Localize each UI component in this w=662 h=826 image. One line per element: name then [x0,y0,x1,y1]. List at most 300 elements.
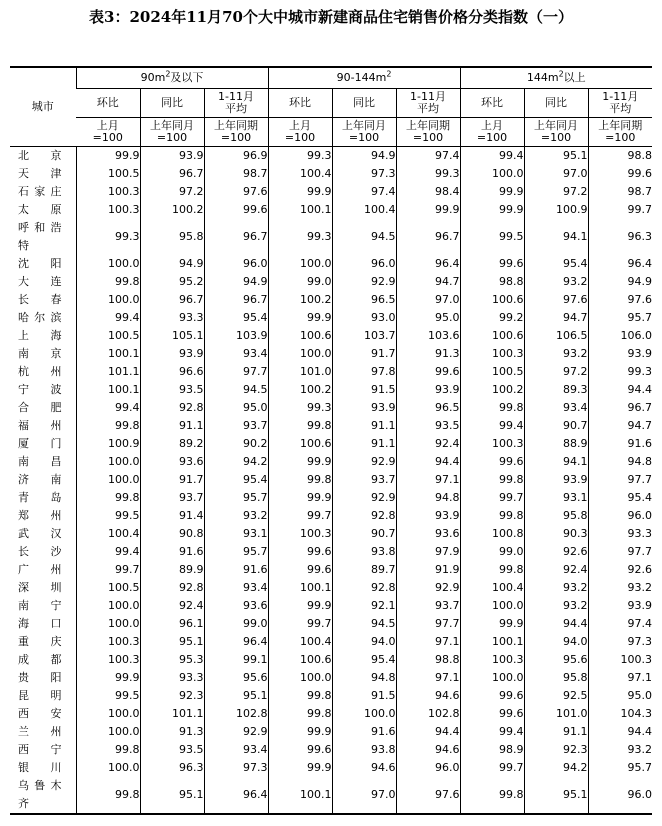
index-value: 95.6 [204,669,268,687]
index-value: 93.5 [140,381,204,399]
index-value: 96.0 [204,255,268,273]
index-value: 100.1 [76,381,140,399]
index-value: 94.8 [588,453,652,471]
index-value: 99.6 [204,201,268,219]
sub-header-label: 环比 [481,96,504,109]
index-value: 92.9 [332,273,396,291]
index-value: 100.1 [268,201,332,219]
index-value: 98.8 [588,147,652,166]
index-value: 94.8 [332,669,396,687]
index-value: 92.6 [524,543,588,561]
index-value: 90.7 [332,525,396,543]
index-value: 95.4 [204,309,268,327]
city-name: 大连 [18,275,62,288]
city-name: 深圳 [18,581,62,594]
table-row [10,399,652,417]
index-value: 99.6 [460,705,524,723]
index-value: 96.4 [588,255,652,273]
index-value: 93.3 [140,309,204,327]
sub-header-label: 平均 [225,102,247,115]
index-value: 100.2 [268,291,332,309]
index-value: 95.4 [332,651,396,669]
index-value: 96.4 [396,255,460,273]
base-header-label: =100 [348,131,380,144]
city-name: 昆明 [18,689,62,702]
index-value: 103.9 [204,327,268,345]
table-row [10,273,652,291]
index-value: 99.4 [460,417,524,435]
index-value: 99.8 [460,777,524,814]
index-value: 99.5 [76,507,140,525]
index-value: 105.1 [140,327,204,345]
index-value: 97.4 [588,615,652,633]
index-value: 99.6 [396,363,460,381]
index-value: 99.8 [76,273,140,291]
index-value: 96.7 [588,399,652,417]
sub-header-label: 同比 [545,96,568,109]
index-value: 90.8 [140,525,204,543]
city-name: 杭州 [18,365,62,378]
index-value: 93.0 [332,309,396,327]
base-header-label: =100 [476,131,508,144]
index-value: 99.8 [460,507,524,525]
sub-header-label: 1-11月 [218,90,254,103]
index-value: 95.7 [204,489,268,507]
city-name: 西宁 [18,743,62,756]
base-header-label: 上月 [481,119,504,132]
index-value: 94.9 [140,255,204,273]
index-value: 94.4 [396,723,460,741]
index-value: 98.7 [588,183,652,201]
base-header-label: 上月 [289,119,312,132]
table-row [10,525,652,543]
table-row [10,759,652,777]
index-value: 100.3 [460,345,524,363]
table-row [10,201,652,219]
index-value: 100.1 [76,345,140,363]
index-value: 96.0 [396,759,460,777]
index-value: 98.8 [396,651,460,669]
index-value: 95.2 [140,273,204,291]
city-name: 福州 [18,419,62,432]
index-value: 100.0 [76,471,140,489]
index-value: 100.2 [140,201,204,219]
city-header: 城市 [10,67,76,147]
index-value: 101.0 [268,363,332,381]
index-value: 100.6 [460,291,524,309]
index-value: 97.3 [588,633,652,651]
index-value: 100.5 [76,327,140,345]
index-value: 100.3 [76,183,140,201]
index-value: 91.6 [332,723,396,741]
index-value: 100.2 [268,381,332,399]
index-value: 93.6 [396,525,460,543]
table-row [10,183,652,201]
index-value: 93.2 [204,507,268,525]
price-index-table [10,66,652,815]
index-value: 99.2 [460,309,524,327]
index-value: 91.1 [140,417,204,435]
index-value: 100.1 [460,633,524,651]
index-value: 96.0 [588,777,652,814]
index-value: 93.9 [588,597,652,615]
index-value: 99.7 [268,615,332,633]
index-value: 92.8 [332,579,396,597]
index-value: 99.9 [268,183,332,201]
index-value: 92.8 [140,579,204,597]
index-value: 99.3 [76,219,140,255]
index-value: 93.2 [524,345,588,363]
base-header-mom [460,118,524,147]
index-value: 100.0 [76,597,140,615]
index-value: 99.5 [76,687,140,705]
index-value: 99.9 [76,147,140,166]
index-value: 93.6 [140,453,204,471]
index-value: 99.1 [204,651,268,669]
city-name: 南昌 [18,455,62,468]
index-value: 102.8 [204,705,268,723]
table-row [10,291,652,309]
index-value: 99.8 [268,471,332,489]
city-name: 石家庄 [18,185,62,198]
index-value: 97.3 [204,759,268,777]
city-name: 长沙 [18,545,62,558]
table-row [10,651,652,669]
index-value: 100.6 [460,327,524,345]
index-value: 92.9 [204,723,268,741]
index-value: 97.7 [588,471,652,489]
table-row [10,507,652,525]
table-row [10,327,652,345]
index-value: 100.4 [268,165,332,183]
index-value: 95.4 [524,255,588,273]
base-header-label: 上月 [96,119,119,132]
sub-header-label: 平均 [609,102,632,115]
index-value: 95.0 [396,309,460,327]
index-value: 99.0 [460,543,524,561]
index-value: 99.6 [268,561,332,579]
table-row [10,543,652,561]
index-value: 94.7 [396,273,460,291]
index-value: 100.0 [268,669,332,687]
group-header-large: $144m^2$以上 [460,67,652,89]
sub-header-label: 平均 [417,102,440,115]
index-value: 99.6 [460,453,524,471]
index-value: 93.2 [588,579,652,597]
index-value: 99.9 [396,201,460,219]
index-value: 96.3 [140,759,204,777]
index-value: 95.6 [524,651,588,669]
sub-header-yoy [332,89,396,118]
index-value: 95.1 [140,633,204,651]
table-row [10,579,652,597]
index-value: 100.0 [460,597,524,615]
index-value: 91.5 [332,687,396,705]
table-row [10,255,652,273]
index-value: 100.0 [332,705,396,723]
index-value: 100.0 [268,345,332,363]
index-value: 93.4 [204,741,268,759]
index-value: 104.3 [588,705,652,723]
index-value: 99.9 [460,201,524,219]
index-value: 92.4 [396,435,460,453]
base-header-label: =100 [540,131,572,144]
base-header-label: =100 [92,131,123,144]
index-value: 96.0 [588,507,652,525]
index-value: 94.4 [588,723,652,741]
index-value: 100.1 [268,579,332,597]
index-value: 103.7 [332,327,396,345]
index-value: 95.3 [140,651,204,669]
index-value: 99.8 [460,399,524,417]
index-value: 100.0 [76,255,140,273]
index-value: 96.4 [204,777,268,814]
index-value: 93.7 [396,597,460,615]
table-row [10,777,652,814]
index-value: 93.3 [588,525,652,543]
city-name: 哈尔滨 [18,311,62,324]
sub-header-yoy [140,89,204,118]
city-name: 青岛 [18,491,62,504]
index-value: 96.5 [396,399,460,417]
index-value: 94.4 [524,615,588,633]
index-value: 98.8 [460,273,524,291]
index-value: 96.5 [332,291,396,309]
index-value: 99.8 [76,489,140,507]
index-value: 99.0 [204,615,268,633]
index-value: 96.7 [204,219,268,255]
city-name: 厦门 [18,437,62,450]
city-name: 上海 [18,329,62,342]
index-value: 100.8 [460,525,524,543]
table-row [10,309,652,327]
index-value: 96.7 [396,219,460,255]
index-value: 99.8 [268,705,332,723]
index-value: 99.9 [460,615,524,633]
city-name: 太原 [18,203,62,216]
index-value: 100.5 [76,579,140,597]
index-value: 97.7 [588,543,652,561]
index-value: 94.8 [396,489,460,507]
city-name: 重庆 [18,635,62,648]
index-value: 89.9 [140,561,204,579]
index-value: 98.7 [204,165,268,183]
base-header-yoy [332,118,396,147]
index-value: 99.3 [268,147,332,166]
index-value: 96.7 [204,291,268,309]
index-value: 106.0 [588,327,652,345]
index-value: 91.7 [140,471,204,489]
index-value: 100.0 [76,705,140,723]
index-value: 93.5 [396,417,460,435]
index-value: 99.7 [588,201,652,219]
index-value: 93.9 [396,381,460,399]
index-value: 96.1 [140,615,204,633]
index-value: 100.0 [76,759,140,777]
index-value: 99.7 [268,507,332,525]
index-value: 97.1 [396,633,460,651]
index-value: 92.3 [524,741,588,759]
index-value: 97.9 [396,543,460,561]
index-value: 97.6 [204,183,268,201]
table-row [10,147,652,166]
index-value: 93.9 [524,471,588,489]
index-value: 99.7 [76,561,140,579]
index-value: 91.5 [332,381,396,399]
index-value: 94.2 [204,453,268,471]
city-name: 呼和浩特 [18,221,62,252]
index-value: 91.1 [524,723,588,741]
index-value: 91.4 [140,507,204,525]
index-value: 99.3 [396,165,460,183]
index-value: 90.3 [524,525,588,543]
table-row [10,561,652,579]
index-value: 93.8 [332,543,396,561]
city-name: 南京 [18,347,62,360]
index-value: 99.9 [268,759,332,777]
index-value: 100.4 [460,579,524,597]
index-value: 94.7 [588,417,652,435]
index-value: 99.3 [588,363,652,381]
index-value: 101.1 [76,363,140,381]
index-value: 90.2 [204,435,268,453]
index-value: 93.9 [140,345,204,363]
index-value: 99.8 [76,417,140,435]
sub-header-mom [268,89,332,118]
index-value: 99.4 [460,147,524,166]
index-value: 95.7 [588,309,652,327]
index-value: 97.6 [524,291,588,309]
table-row [10,219,652,255]
index-value: 100.6 [268,651,332,669]
index-value: 96.6 [140,363,204,381]
index-value: 93.9 [332,399,396,417]
index-value: 99.0 [268,273,332,291]
index-value: 95.7 [204,543,268,561]
index-value: 94.0 [332,633,396,651]
table-row [10,669,652,687]
index-value: 93.7 [140,489,204,507]
group-header-small: $90m^2$及以下 [76,67,268,89]
index-value: 94.0 [524,633,588,651]
index-value: 92.9 [332,453,396,471]
index-value: 100.1 [268,777,332,814]
index-value: 97.0 [332,777,396,814]
base-header-label: 上年同期 [406,119,451,132]
base-header-label: =100 [605,131,636,144]
index-value: 99.8 [268,417,332,435]
sub-header-label: 1-11月 [410,90,446,103]
index-value: 97.2 [140,183,204,201]
city-name: 天津 [18,167,62,180]
index-value: 99.8 [460,471,524,489]
index-value: 99.9 [268,453,332,471]
index-value: 100.4 [76,525,140,543]
city-name: 合肥 [18,401,62,414]
index-value: 97.7 [396,615,460,633]
index-value: 100.3 [460,435,524,453]
table-row [10,705,652,723]
index-value: 89.7 [332,561,396,579]
city-name: 海口 [18,617,62,630]
index-value: 101.1 [140,705,204,723]
index-value: 96.7 [140,165,204,183]
index-value: 93.4 [204,345,268,363]
base-header-label: =100 [412,131,444,144]
index-value: 103.6 [396,327,460,345]
index-value: 99.7 [460,489,524,507]
index-value: 94.7 [524,309,588,327]
base-header-label: =100 [284,131,316,144]
index-value: 101.0 [524,705,588,723]
index-value: 95.4 [588,489,652,507]
city-name: 贵阳 [18,671,62,684]
index-value: 99.6 [460,687,524,705]
index-value: 99.6 [460,255,524,273]
index-value: 95.8 [524,507,588,525]
index-value: 89.3 [524,381,588,399]
index-value: 97.0 [524,165,588,183]
table-row [10,453,652,471]
index-value: 93.5 [140,741,204,759]
index-value: 93.2 [524,597,588,615]
index-value: 91.1 [332,417,396,435]
sub-header-mom [460,89,524,118]
index-value: 92.8 [140,399,204,417]
table-row [10,723,652,741]
base-header-yoy [140,118,204,147]
index-value: 91.6 [140,543,204,561]
index-value: 99.9 [268,723,332,741]
index-value: 93.2 [524,579,588,597]
index-value: 99.8 [460,561,524,579]
index-value: 93.3 [140,669,204,687]
sub-header-label: 同比 [161,96,183,109]
table-title: 表3：2024年11月70个大中城市新建商品住宅销售价格分类指数（一） [89,8,573,26]
index-value: 100.3 [268,525,332,543]
index-value: 94.6 [396,687,460,705]
index-value: 99.4 [76,309,140,327]
table-row [10,363,652,381]
index-value: 93.7 [204,417,268,435]
table-row [10,435,652,453]
index-value: 95.0 [204,399,268,417]
city-name: 南宁 [18,599,62,612]
index-value: 99.4 [76,399,140,417]
base-header-label: 上年同月 [342,119,387,132]
index-value: 94.5 [332,219,396,255]
index-value: 93.2 [588,741,652,759]
index-value: 100.0 [460,165,524,183]
index-value: 100.4 [332,201,396,219]
index-value: 93.1 [204,525,268,543]
index-value: 99.9 [268,597,332,615]
index-value: 94.1 [524,453,588,471]
sub-header-row [10,89,652,118]
index-value: 94.9 [332,147,396,166]
index-value: 98.4 [396,183,460,201]
city-name: 兰州 [18,725,62,738]
index-value: 100.0 [76,723,140,741]
index-value: 97.3 [332,165,396,183]
index-value: 93.9 [588,345,652,363]
base-header-mom [268,118,332,147]
index-value: 100.3 [76,201,140,219]
sub-header-label: 环比 [96,96,119,109]
index-value: 99.9 [76,669,140,687]
index-value: 93.6 [204,597,268,615]
sub-header-avg [588,89,652,118]
